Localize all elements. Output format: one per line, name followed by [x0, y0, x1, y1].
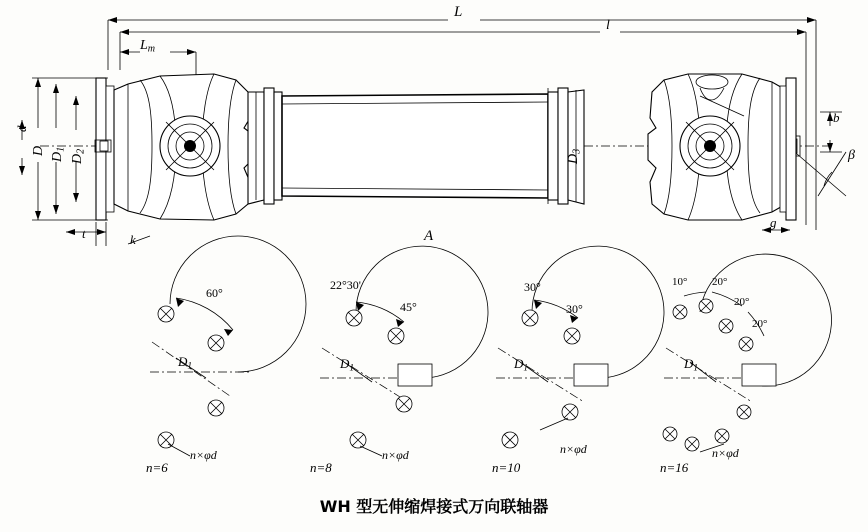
count-label-n6: n=6: [146, 460, 168, 475]
label-section-A: A: [424, 228, 434, 244]
angle-label-n8-45: 45°: [400, 300, 417, 314]
angle-beta: [790, 148, 846, 196]
bolt-pattern-n16: [663, 254, 832, 452]
left-transition: [248, 88, 282, 204]
bolt-pattern-n6: [150, 236, 306, 456]
pitch-label-n6: $D_1$: [178, 354, 193, 372]
angle-label-n16-d: 20°: [752, 318, 768, 330]
label-g: g: [770, 215, 777, 230]
label-b: b: [833, 110, 840, 125]
label-D2: $D_2$: [70, 148, 87, 164]
count-label-n10: n=10: [492, 460, 521, 475]
hole-label-n10: n×φd: [560, 442, 587, 456]
label-beta: β: [848, 148, 855, 163]
count-label-n8: n=8: [310, 460, 332, 475]
pitch-label-n16: $D_1$: [684, 356, 699, 374]
angle-label-n8-2230: 22°30': [330, 278, 361, 292]
label-d: d: [14, 125, 29, 132]
hole-label-n16: n×φd: [712, 446, 739, 460]
dimension-Lm: [120, 49, 196, 78]
bolt-pattern-n10: [496, 246, 664, 448]
label-l: l: [606, 18, 610, 33]
label-D3: $D_3$: [566, 148, 583, 164]
label-D1: $D_1$: [50, 146, 67, 162]
angle-label-n6-60: 60°: [206, 286, 223, 300]
left-cross-bearing: [160, 116, 220, 176]
dimension-t-k: [66, 222, 150, 246]
right-transition: [548, 88, 584, 204]
angle-label-n10-a: 30°: [524, 280, 541, 294]
pitch-label-n10: $D_1$: [514, 356, 529, 374]
label-k: k: [130, 232, 136, 247]
figure-caption: WH 型无伸缩焊接式万向联轴器: [319, 497, 549, 516]
label-t: t: [82, 226, 86, 241]
angle-label-n16-c: 20°: [734, 296, 750, 308]
hole-label-n6: n×φd: [190, 448, 217, 462]
angle-label-n16-a: 10°: [672, 276, 688, 288]
pitch-label-n8: $D_1$: [340, 356, 355, 374]
hole-label-n8: n×φd: [382, 448, 409, 462]
label-L: L: [454, 4, 463, 20]
label-D: D: [31, 145, 46, 156]
count-label-n16: n=16: [660, 460, 689, 475]
angle-label-n10-b: 30°: [566, 302, 583, 316]
label-Lm: $L_m$: [140, 38, 156, 55]
angle-label-n16-b: 20°: [712, 276, 728, 288]
right-flange: [780, 78, 796, 220]
drive-tube: [282, 88, 548, 204]
